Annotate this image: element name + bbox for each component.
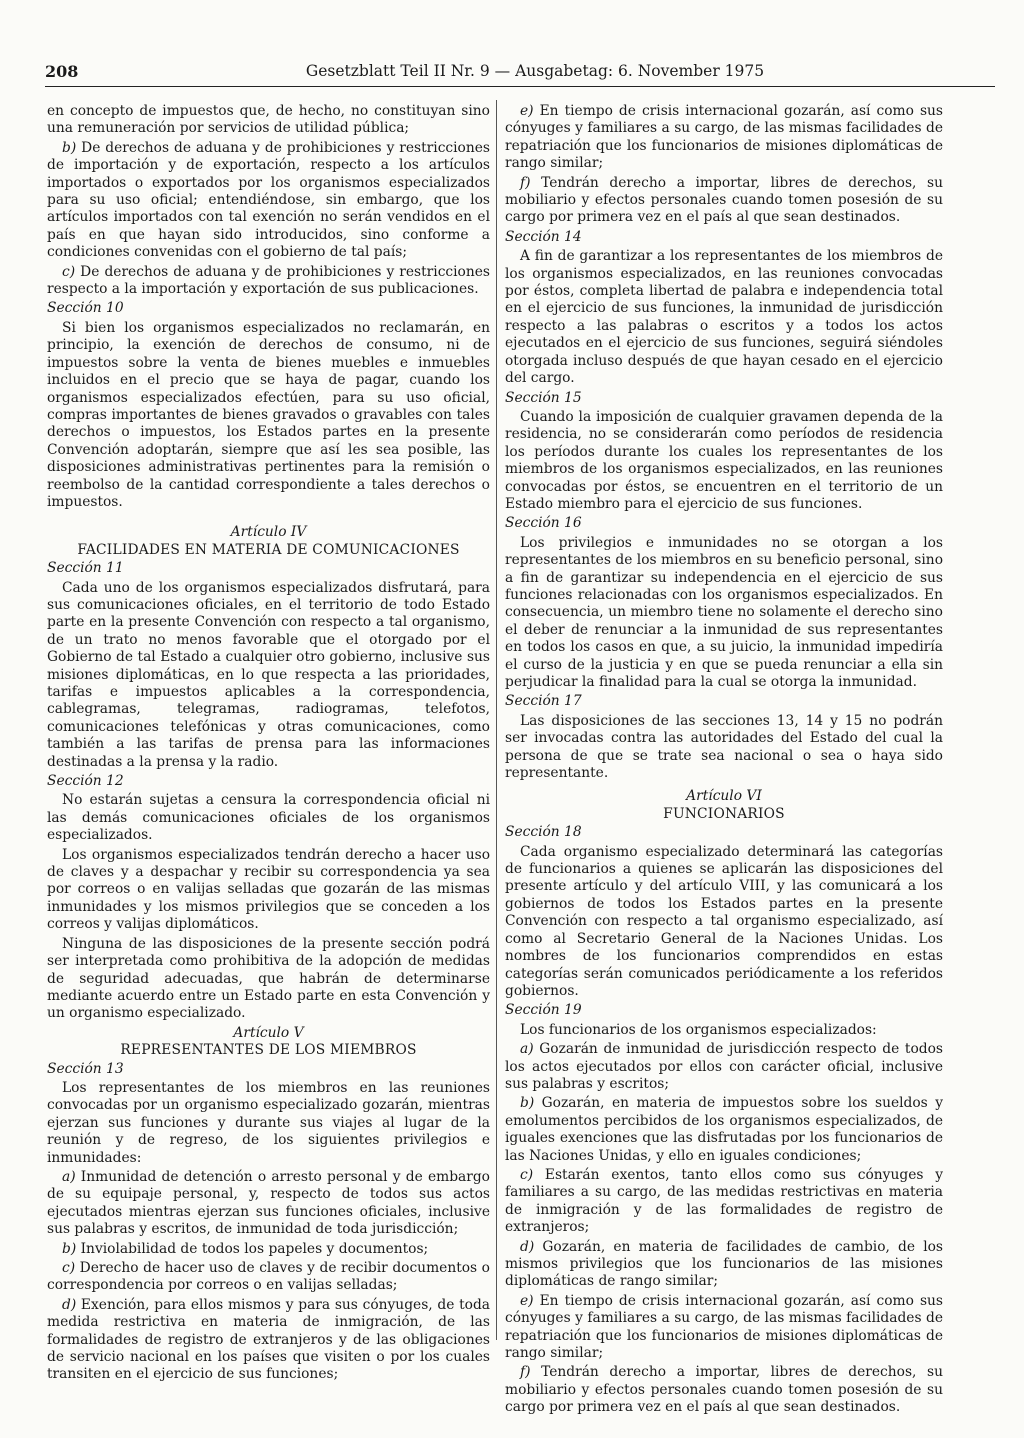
gazette-title: Gesetzblatt Teil II Nr. 9 — Ausgabetag: 6. November 1975: [305, 62, 765, 80]
section-heading: Sección 18: [505, 824, 582, 841]
paragraph: Las disposiciones de las secciones 13, 14 y 15 no podrán ser invocadas contra las autoridades del Estado del cual la persona de que se trate sea nacional o sea o haya sido representante.: [505, 712, 943, 782]
article-heading: Artículo VI: [686, 788, 762, 805]
item-label: d): [62, 1296, 77, 1313]
item-label: c): [62, 1260, 76, 1276]
list-item: [47, 264, 490, 299]
list-item: [505, 1364, 943, 1416]
item-label: b): [62, 139, 77, 156]
item-text: Inviolabilidad de todos los papeles y documentos;: [76, 1240, 429, 1257]
section-heading: Sección 11: [47, 560, 124, 577]
item-label: f): [520, 1364, 531, 1381]
section-heading: Sección 10: [47, 300, 124, 317]
item-text: Inmunidad de detención o arresto personal y de embargo de su equipaje personal, y, respecto de todos sus actos ejecutados mientras ejerzan sus funciones oficiales, inclusive sus palabras y escritos, de inmunidad de toda jurisdicción;: [47, 1168, 490, 1238]
right-column: [505, 103, 943, 1419]
article-title: FUNCIONARIOS: [663, 805, 785, 822]
article-title: FACILIDADES EN MATERIA DE COMUNICACIONES: [77, 541, 460, 558]
header-rule: [45, 86, 995, 87]
item-label: a): [62, 1168, 76, 1185]
article-heading: Artículo IV: [230, 524, 307, 541]
section-heading: Sección 13: [47, 1060, 124, 1077]
list-item: [505, 1293, 943, 1363]
item-label: e): [520, 103, 534, 119]
section-heading: Sección 16: [505, 515, 582, 532]
section-heading: Sección 17: [505, 693, 582, 710]
list-item: [505, 1239, 943, 1291]
list-item: [505, 175, 943, 227]
paragraph: Ninguna de las disposiciones de la presente sección podrá ser interpretada como prohibitiva de la adopción de medidas de seguridad adecuadas, que habrán de determinarse mediante acuerdo entre un Estado parte en esta Convención y un organismo especializado.: [47, 935, 490, 1022]
paragraph: Cada organismo especializado determinará las categorías de funcionarios a quienes se aplicarán las disposiciones del presente artículo y del artículo VIII, y las comunicará a los gobiernos de todos los Estados partes en la presente Convención con respecto a tal organismo especializado, así como al Secretario General de la Naciones Unidas. Los nombres de los funcionarios comprendidos en estas categorías serán comunicados periódicamente a los referidos gobiernos.: [505, 843, 943, 999]
item-label: d): [520, 1238, 535, 1255]
list-item: [47, 1241, 490, 1258]
item-text: Tendrán derecho a importar, libres de derechos, su mobiliario y efectos personales cuando tomen posesión de su cargo por primera vez en el país al que sean destinados.: [505, 174, 943, 226]
item-text: Tendrán derecho a importar, libres de derechos, su mobiliario y efectos personales cuando tomen posesión de su cargo por primera vez en el país al que sean destinados.: [505, 1364, 943, 1416]
page-number: 208: [45, 62, 79, 81]
item-text: Derecho de hacer uso de claves y de recibir documentos o correspondencia por correos o en valijas selladas;: [47, 1260, 490, 1294]
article-heading: Artículo V: [233, 1024, 304, 1041]
paragraph: Los representantes de los miembros en las reuniones convocadas por un organismo especializado gozarán, mientras ejerzan sus funciones y durante sus viajes al lugar de la reunión y de regreso, de los siguientes privilegios e inmunidades:: [47, 1079, 490, 1166]
item-text: En tiempo de crisis internacional gozarán, así como sus cónyuges y familiares a su cargo, de las mismas facilidades de repatriación que los funcionarios de misiones diplomáticas de rango similar;: [505, 103, 943, 172]
item-label: c): [520, 1166, 534, 1183]
paragraph: Cada uno de los organismos especializados disfrutará, para sus comunicaciones oficiales, en el territorio de todo Estado parte en la presente Convención con respecto a tal organismo, de un trato no menos favorable que el otorgado por el Gobierno de tal Estado a cualquier otro gobierno, inclusive sus misiones diplomáticas, en lo que respecta a las prioridades, tarifas e impuestos aplicables a la correspondencia, cablegramas, telegramas, radiogramas, telefotos, comunicaciones telefónicas y otras comunicaciones, como también a las tarifas de prensa para las informaciones destinadas a la prensa y la radio.: [47, 579, 490, 770]
list-item: [505, 1041, 943, 1093]
item-text: En tiempo de crisis internacional gozarán, así como sus cónyuges y familiares a su cargo, de las mismas facilidades de repatriación que los funcionarios de misiones diplomáticas de rango similar;: [505, 1292, 943, 1362]
item-label: f): [520, 174, 531, 191]
item-text: Gozarán, en materia de impuestos sobre los sueldos y emolumentos percibidos de los organismos especializados, de iguales exenciones que las disfrutadas por los funcionarios de las Naciones Unidas, y ello en iguales condiciones;: [505, 1095, 943, 1164]
list-item: [505, 1167, 943, 1237]
section-heading: Sección 14: [505, 228, 582, 245]
paragraph: en concepto de impuestos que, de hecho, no constituyan sino una remuneración por servicios de utilidad pública;: [47, 103, 490, 137]
section-heading: Sección 15: [505, 389, 582, 406]
item-text: Estarán exentos, tanto ellos como sus cónyuges y familiares a su cargo, de las medidas restrictivas en materia de inmigración y de las formalidades de registro de extranjeros;: [505, 1166, 943, 1236]
item-label: b): [62, 1240, 77, 1257]
article-title: REPRESENTANTES DE LOS MIEMBROS: [120, 1042, 417, 1059]
list-item: [505, 1095, 943, 1165]
item-label: c): [62, 263, 76, 280]
item-label: e): [520, 1292, 534, 1309]
item-text: Gozarán de inmunidad de jurisdicción respecto de todos los actos ejecutados por ellos con carácter oficial, inclusive sus palabras y escritos;: [505, 1041, 943, 1092]
list-item: [505, 103, 943, 173]
item-label: a): [520, 1041, 534, 1058]
paragraph: Los organismos especializados tendrán derecho a hacer uso de claves y a despachar y recibir su correspondencia ya sea por correos o en valijas selladas que gozarán de las mismas inmunidades y los mismos privilegios que se conceden a los correos y valijas diplomáticos.: [47, 846, 490, 933]
paragraph: Cuando la imposición de cualquier gravamen dependa de la residencia, no se considerarán como períodos de residencia los períodos durante los cuales los representantes de los miembros de los organismos especializados, en las reuniones convocadas por éstos, se encuentren en el territorio de un Estado miembro para el ejercicio de sus funciones.: [505, 408, 943, 512]
item-text: Exención, para ellos mismos y para sus cónyuges, de toda medida restrictiva en materia de inmigración, de las formalidades de registro de extranjeros y de las obligaciones de servicio nacional en los países que visiten o por los cuales transiten en el ejercicio de sus funciones;: [47, 1296, 490, 1383]
list-item: [47, 1297, 490, 1384]
list-item: [47, 1260, 490, 1295]
paragraph: A fin de garantizar a los representantes de los miembros de los organismos especializados, en las reuniones convocadas por éstos, completa libertad de palabra e independencia total en el ejercicio de sus funciones, la inmunidad de jurisdicción respecto a las palabras o escritos y a todos los actos ejecutados en el ejercicio de sus funciones, seguirá siéndoles otorgada incluso después de que hayan cesado en el ejercicio del cargo.: [505, 248, 943, 387]
list-item: [47, 140, 490, 262]
running-header: [45, 62, 995, 86]
paragraph: Los privilegios e inmunidades no se otorgan a los representantes de los miembros en su beneficio personal, sino a fin de garantizar su independencia en el ejercicio de sus funciones relacionadas con los organismos especializados. En consecuencia, un miembro tiene no solamente el derecho sino el deber de renunciar a la inmunidad de sus representantes en todos los casos en que, a su juicio, la inmunidad impediría el curso de la justicia y en que se pueda renunciar a ella sin perjudicar la finalidad para la cual se otorga la inmunidad.: [505, 534, 943, 690]
item-text: De derechos de aduana y de prohibiciones y restricciones de importación y de exportación, respecto a los artículos importados o exportados por los organismos especializados para su uso oficial; entendiéndose, sin embargo, que los artículos importados con tal exención no serán vendidos en el país en que hayan sido introducidos, sino conforme a condiciones convenidas con el gobierno de tal país;: [47, 139, 490, 261]
section-heading: Sección 12: [47, 773, 124, 790]
item-label: b): [520, 1095, 535, 1112]
section-heading: Sección 19: [505, 1002, 582, 1019]
item-text: De derechos de aduana y de prohibiciones y restricciones respecto a la importación y exportación de sus publicaciones.: [47, 263, 490, 298]
left-column: [47, 103, 490, 1386]
column-divider: [496, 100, 497, 1340]
list-item: [47, 1169, 490, 1239]
paragraph: Los funcionarios de los organismos especializados:: [520, 1021, 877, 1038]
paragraph: Si bien los organismos especializados no reclamarán, en principio, la exención de derechos de consumo, ni de impuestos sobre la venta de bienes muebles e inmuebles incluidos en el precio que se haya de pagar, cuando los organismos especializados efectúen, para su uso oficial, compras importantes de bienes gravados o gravables con tales derechos o impuestos, los Estados partes en la presente Convención adoptarán, siempre que así les sea posible, las disposiciones administrativas pertinentes para la remisión o reembolso de la cantidad correspondiente a tales derechos o impuestos.: [47, 319, 490, 510]
paragraph: No estarán sujetas a censura la correspondencia oficial ni las demás comunicaciones oficiales de los organismos especializados.: [47, 792, 490, 844]
item-text: Gozarán, en materia de facilidades de cambio, de los mismos privilegios que los funcionarios de las misiones diplomáticas de rango similar;: [505, 1238, 943, 1290]
